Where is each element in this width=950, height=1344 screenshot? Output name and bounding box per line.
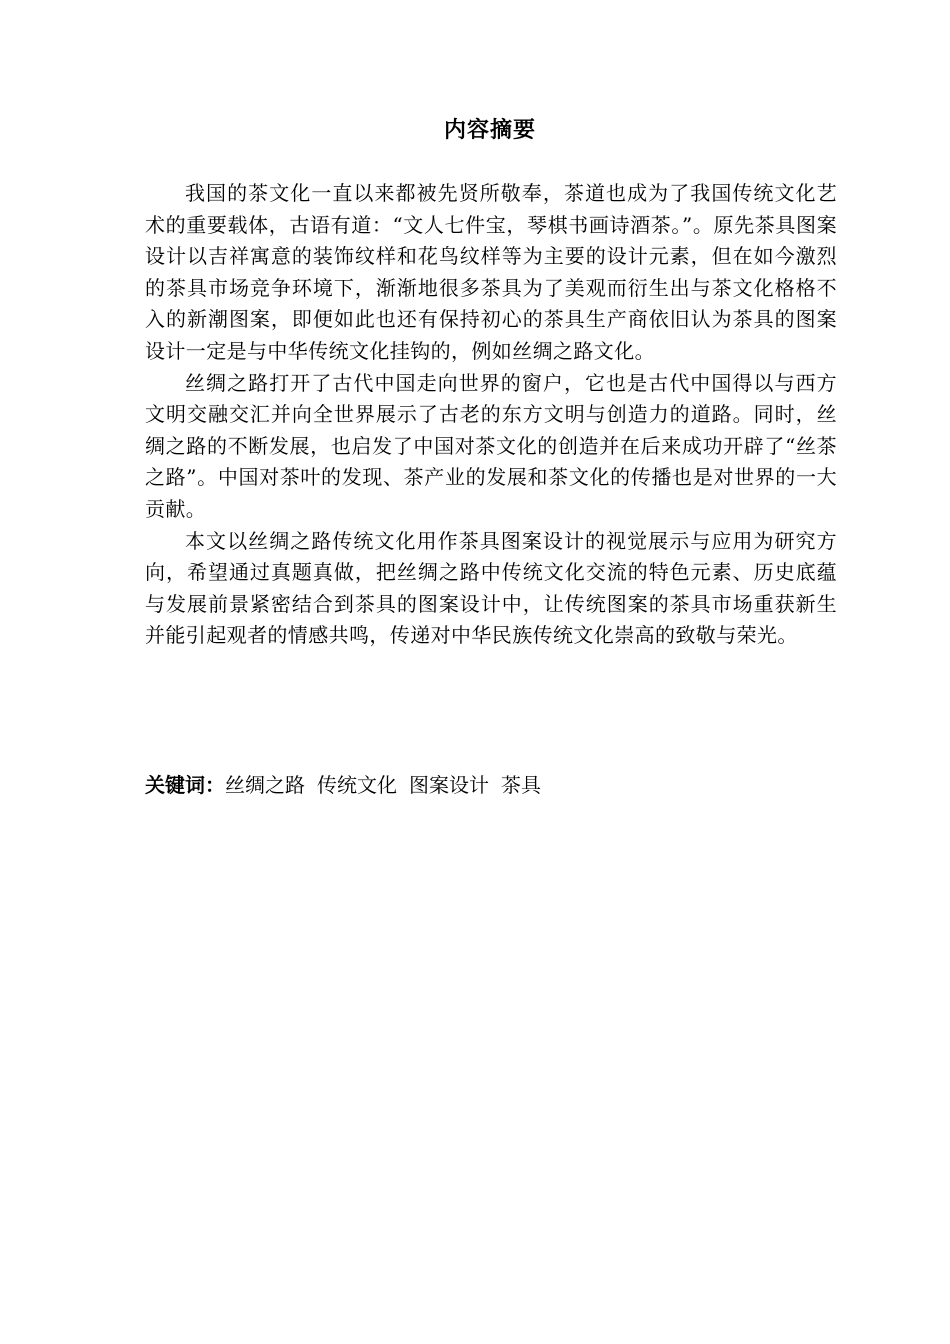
keyword-tea-set: 茶具 <box>501 773 541 797</box>
abstract-paragraph-3: 本文以丝绸之路传统文化用作茶具图案设计的视觉展示与应用为研究方向，希望通过真题真做，把丝绸之路中传统文化交流的特色元素、历史底蕴与发展前景紧密结合到茶具的图案设计中，让传统图案的茶具市场重获新生并能引起观者的情感共鸣，传递对中华民族传统文化崇高的致敬与荣光。 <box>145 528 837 648</box>
keywords-line <box>145 770 845 800</box>
abstract-paragraph-1: 我国的茶文化一直以来都被先贤所敬奉，茶道也成为了我国传统文化艺术的重要载体，古语有道：“文人七件宝，琴棋书画诗酒茶。”。原先茶具图案设计以吉祥寓意的装饰纹样和花鸟纹样等为主要的设计元素，但在如今激烈的茶具市场竞争环境下，渐渐地很多茶具为了美观而衍生出与茶文化格格不入的新潮图案，即便如此也还有保持初心的茶具生产商依旧认为茶具的图案设计一定是与中华传统文化挂钩的，例如丝绸之路文化。 <box>145 181 837 363</box>
abstract-title: 内容摘要 <box>443 118 536 143</box>
keyword-traditional-culture: 传统文化 <box>317 773 397 797</box>
keywords-label: 关键词： <box>145 773 225 797</box>
abstract-paragraph-2: 丝绸之路打开了古代中国走向世界的窗户，它也是古代中国得以与西方文明交融交汇并向全世界展示了古老的东方文明与创造力的道路。同时，丝绸之路的不断发展，也启发了中国对茶文化的创造并在后来成功开辟了“丝茶之路”。中国对茶叶的发现、茶产业的发展和茶文化的传播也是对世界的一大贡献。 <box>145 370 837 521</box>
abstract-body <box>145 178 837 652</box>
keyword-pattern-design: 图案设计 <box>409 773 489 797</box>
keyword-silk-road: 丝绸之路 <box>225 773 305 797</box>
